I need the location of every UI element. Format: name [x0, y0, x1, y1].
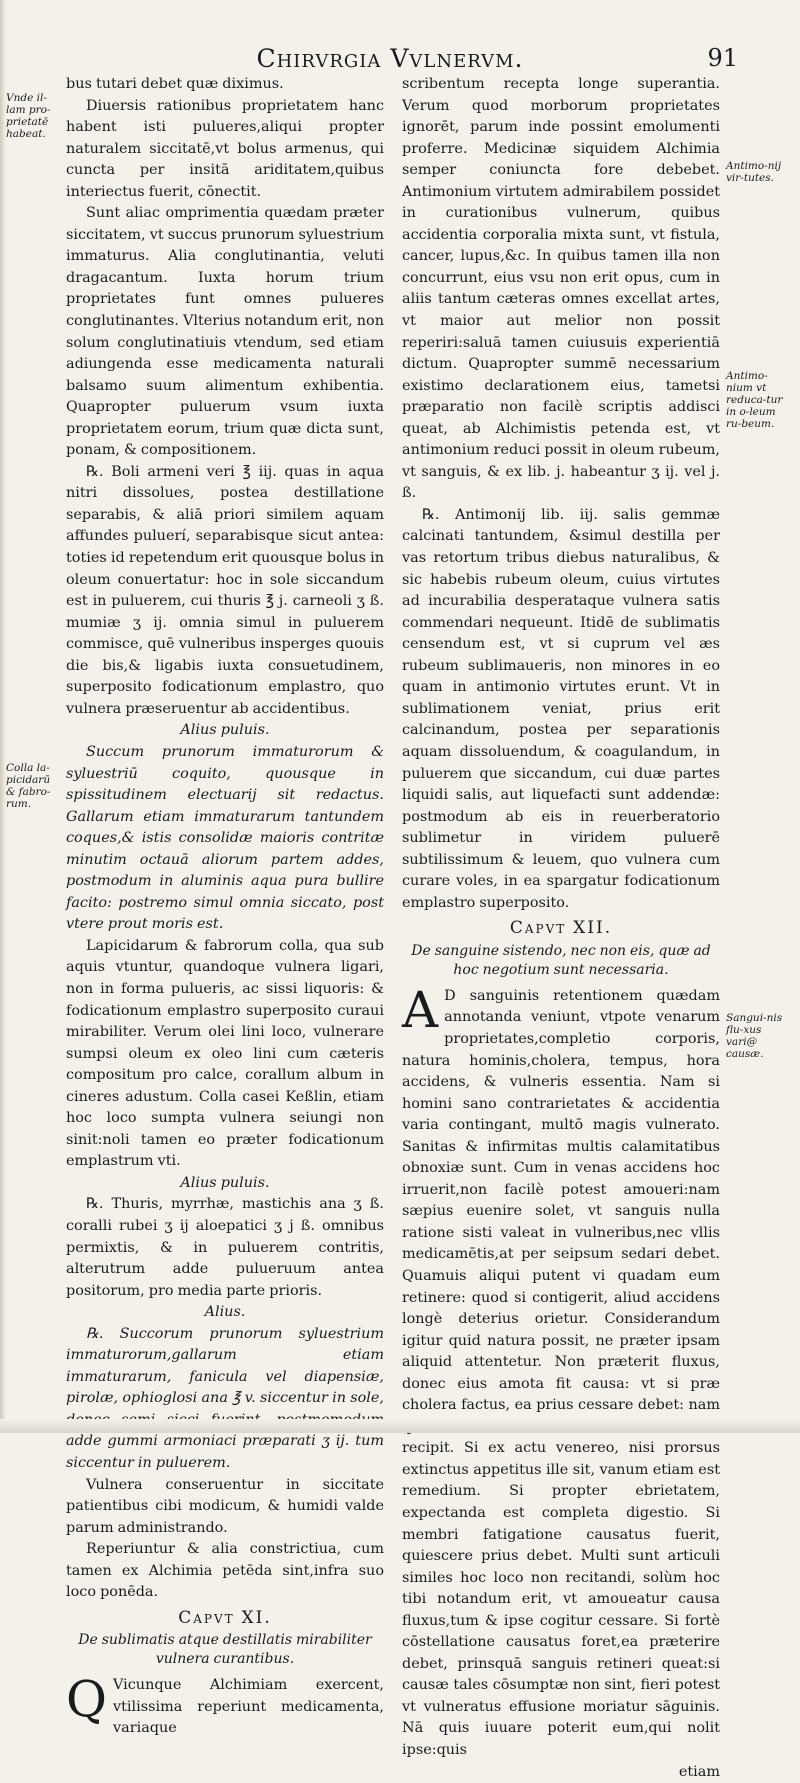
paragraph: Sunt aliac omprimentia quædam præter siccitatem, vt succus prunorum syluestrium immaturus. Alia conglutinantia, veluti dragacantum. Iuxta horum trium proprietates funt omnes pulueres conglutinantes. Vlterius notandum erit, non solum conglutinatiuis vtendum, sed etiam adiungenda esse medicamenta naturali balsamo suum alimentum exhibentia. Quapropter puluerum vsum iuxta proprietatem eorum, trium quæ dicta sunt, ponam, & compositionem. — [66, 205, 384, 459]
paragraph: Diuersis rationibus proprietatem hanc habent isti pulueres,aliqui propter naturalem siccitatē,vt bolus armenus, qui cuncta per insitā ariditatem,quibus interiectus fuerit, cōnectit. — [66, 97, 384, 200]
recipe-paragraph: ℞. Boli armeni veri ℥ iij. quas in aqua nitri dissolues, postea destillatione separabis, & aliā priori similem aquam affundes puluerí, separabisque sicut antea: toties id repetendum erit quousque bolus in oleum conuertatur: hoc in sole siccandum est in puluerem, cui thuris ℥ j. carneoli ʒ ß. mumiæ ʒ ij. omnia simul in puluerem commisce, quē vulneribus insperges quouis die bis,& ligabis iuxta consuetudinem, superposito fodicationum emplastro, quo vulnera præseruentur ab accidentibus. — [66, 463, 384, 717]
paragraph: scribentum recepta longe superantia. Verum quod morborum proprietates ignorēt, parum inde possint emolumenti proferre. Medicinæ siquidem Alchimia semper coniuncta fore debebet. Antimonium virtutem admirabilem possidet in curationibus vulnerum, quibus accidentia corporalia mixta sunt, vt fistula, cancer, lupus,&c. In quibus tamen illa non concurrunt, eius vsu non erit opus, cum in aliis tantum cæteras omnes excellat artes, vt maior aut melior non possit reperiri:saluā tamen cuiusuis experientiā dictum. Quapropter summē necessarium existimo declarationem eius, tametsi præparatio non facilè scriptis addisci queat, ab Alchimistis petenda est, vt antimonium reduci possit in oleum rubeum, vt sanguis, & ex lib. j. habeantur ʒ ij. vel j. ß. — [402, 76, 720, 502]
paragraph: Reperiuntur & alia constrictiua, cum tamen ex Alchimia petēda sint,infra suo loco ponēda. — [66, 1541, 384, 1601]
page-edge — [0, 1419, 800, 1433]
margin-note-right-2: Antimo-nium vt reduca-tur in o-leum ru-beum. — [726, 370, 783, 430]
recipe-paragraph: ℞. Thuris, myrrhæ, mastichis ana ʒ ß. coralli rubei ʒ ij aloepatici ʒ j ß. omnibus permixtis, & in puluerem contritis, alterutrum adde pulueruum antea positorum, pro media parte prioris. — [66, 1196, 384, 1299]
recipe-paragraph: ℞. Antimonij lib. iij. salis gemmæ calcinati tantundem, &simul destilla per vas retortum tribus diebus naturalibus, & sic habebis rubeum oleum, cuius virtutes ad incurabilia desperataque vulnera satis commendari nequeunt. Itidē de sublimatis censendum est, vt si cuprum vel æs rubeum sublimaueris, non minores in eo quam in antimonio virtutes erunt. Vt in sublimationem veniat, prius erit calcinandum, postea per separationis aquam dissoluendum, & coagulandum, in puluerem que siccandum, cui duæ partes liquidi salis, aut liquefacti sunt addendæ: postmodum ab eis in reuerberatorio sublimetur in viridem puluerē subtilissimum & leuem, quo vulnera cum curare voles, in ea spargatur fodicationum emplastro superposito. — [402, 506, 720, 911]
page-number: 91 — [707, 44, 738, 72]
margin-note-left-1: Vnde il-lam pro-prietatē habeat. — [6, 92, 51, 140]
subheading: Alius puluis. — [180, 722, 270, 739]
chapter-subtitle: De sanguine sistendo, nec non eis, quæ ad hoc negotium sunt necessaria. — [411, 942, 711, 978]
drop-cap: Q — [66, 1670, 107, 1729]
chapter-opening — [66, 1670, 384, 1740]
chapter-heading: Capvt XI. — [178, 1607, 272, 1628]
paragraph-text: Vicunque Alchimiam exercent, vtilissima reperiunt medicamenta, variaque — [113, 1677, 384, 1737]
paragraph: Lapicidarum & fabrorum colla, qua sub aquis vtuntur, quandoque vulnera ligari, non in forma pulueris, ac sissi liquoris: & fodicationum emplastro superposito curaui mirabiliter. Verum olei lini loco, vulnerare sumpsi oleum ex oleo lini cum cæteris compositum pro calce, corallum album in cineres adustum. Colla casei Keßlin, etiam hoc loco sumpta vulnera seiungi non sinit:noli tamen eo præter fodicationum emplastrum vti. — [66, 937, 384, 1170]
margin-note-right-3: Sangui-nis flu-xus vari@ causæ. — [726, 1012, 783, 1060]
drop-cap: A — [402, 980, 439, 1039]
paragraph-text: D sanguinis retentionem quædam annotanda veniunt, vtpote venarum proprietates,completio corporis, natura hominis,cholera, tempus, hora accidens, & vulneris essentia. Nam si homini sano contrarietates & accidentia varia contingant, multō magis vulnerato. Sanitas & infirmitas multis calamitatibus obnoxiæ sunt. Cum in venas accidens hoc irruerit,non facilè potest amoueri:nam sæpius euenire solet, vt sanguis nulla ratione sisti valeat in vulneribus,nec vllis medicamētis,at per seipsum sedari debet. Quamuis aliqui putent vi quadam eum retinere: quod si contigerit, aliud accidens longè deterius orietur. Considerandum igitur quid natura possit, ne præter ipsam aliquid attentetur. Non præterit fluxus, donec eius amota fit causa: vt si præ cholera factus, ea prius cessare debet: nam recipit. Si ex actu venereo, nisi prorsus extinctus appetitus ille sit, vanum etiam est remedium. Si propter ebrietatem, expectanda est completa digestio. Si membri fatigatione causatus fuerit, quiescere prius debet. Multi sunt articuli similes hoc loco non recitandi, solùm hoc tibi notandum erit, vt amoueatur causa fluxus,tum & ipse cogitur cessare. Si fortè cōstellatione causatus foret,ea præterire debet, prinsquā sanguis retineri queat:si causæ tales cōsumptæ non sint, fieri potest vt vulneratus effusione moriatur sāguinis. Nā quis iuuare poterit eum,qui nolit ipse:quis — [402, 987, 720, 1759]
recipe-paragraph: ℞. Succorum prunorum syluestrium immaturorum,gallarum etiam immaturarum, fanicula vel diapensiæ, pirolæ, ophioglosi ana ℥ v. siccentur in sole, adde gummi armoniaci præparati ʒ ij. tum siccentur in puluerem. — [66, 1325, 384, 1471]
chapter-heading: Capvt XII. — [509, 918, 613, 939]
paragraph: bus tutari debet quæ diximus. — [66, 76, 284, 92]
recipe-paragraph: Succum prunorum immaturorum & syluestriū coquito, quousque in spissitudinem electuarij sit redactus. Gallarum etiam immaturarum tantundem coques,& istis consolidæ maioris contritæ minutim octauā aliorum partem addes, postmodum in aluminis aqua pura bullire facito: postremo simul omnia siccato, post vtere prout moris est. — [66, 743, 384, 933]
left-column — [66, 74, 384, 1740]
running-title: Chirvrgia Vvlnervm. — [256, 44, 524, 73]
subheading: Alius puluis. — [180, 1174, 270, 1191]
right-column — [402, 74, 720, 1783]
chapter-subtitle: De sublimatis atque destillatis mirabiliter vulnera curantibus. — [78, 1632, 372, 1668]
chapter-opening — [402, 980, 720, 1762]
paragraph: Vulnera conseruentur in siccitate patientibus cibi modicum, & humidi valde parum administrando. — [66, 1476, 384, 1536]
margin-note-left-2: Colla la-picidarū & fabro-rum. — [6, 762, 51, 810]
catchword: etiam — [678, 1763, 720, 1780]
margin-note-right-1: Antimo-nij vir-tutes. — [726, 160, 782, 184]
subheading: Alius. — [204, 1304, 246, 1321]
gutter-shadow — [0, 0, 6, 1433]
